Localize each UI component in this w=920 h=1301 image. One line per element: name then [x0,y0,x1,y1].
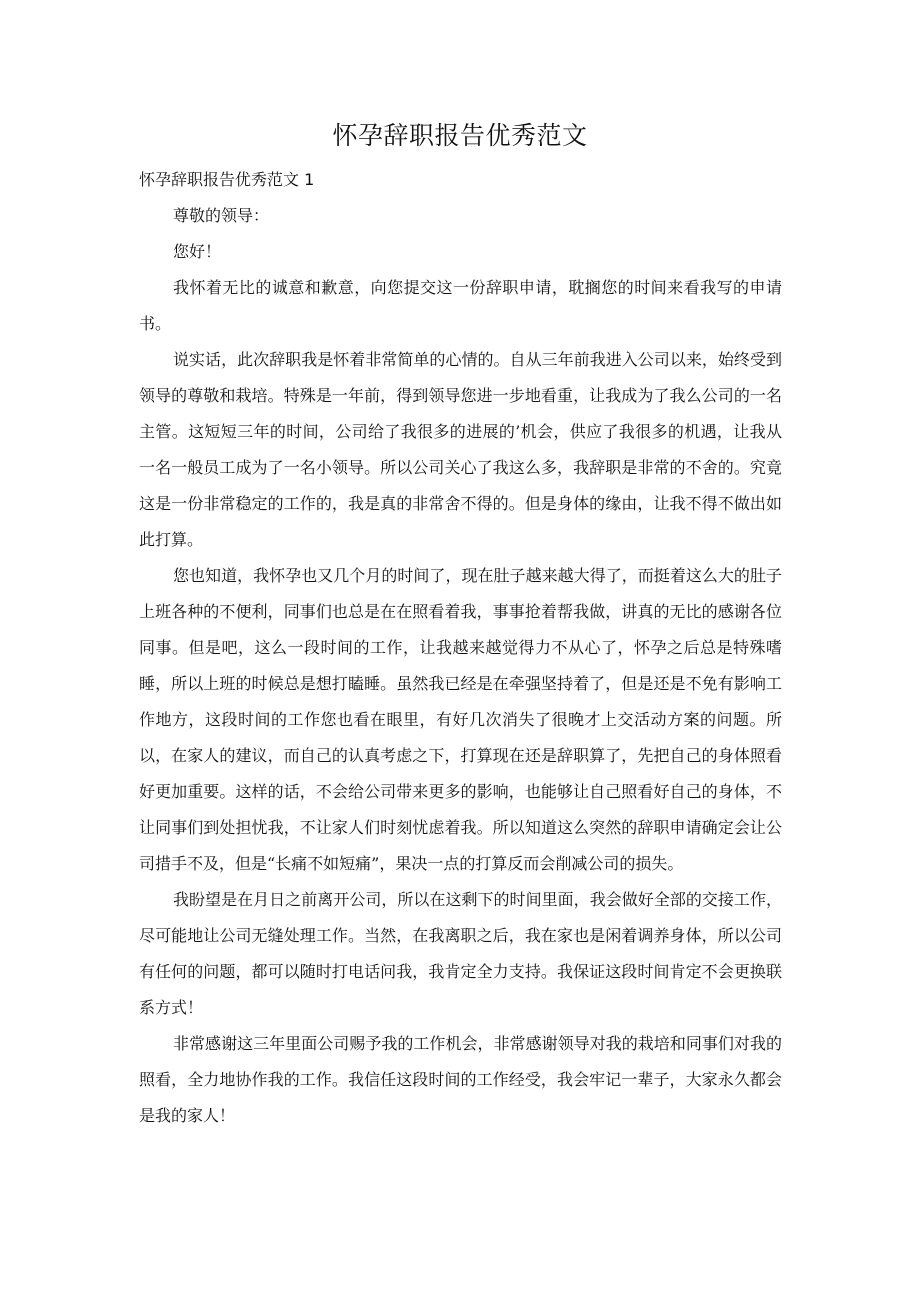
paragraph: 我盼望是在月日之前离开公司，所以在这剩下的时间里面，我会做好全部的交接工作，尽可能地让公司无缝处理工作。当然，在我离职之后，我在家也是闲着调养身体，所以公司有任何的问题，都可以随时打电话问我，我肯定全力支持。我保证这段时间肯定不会更换联系方式！ [139,890,782,1017]
paragraph: 说实话，此次辞职我是怀着非常简单的心情的。自从三年前我进入公司以来，始终受到领导的尊敬和栽培。特殊是一年前，得到领导您进一步地看重，让我成为了我么公司的一名主管。这短短三年的时间，公司给了我很多的进展的’机会，供应了我很多的机遇，让我从一名一般员工成为了一名小领导。所以公司关心了我这么多，我辞职是非常的不舍的。究竟这是一份非常稳定的工作的，我是真的非常舍不得的。但是身体的缘由，让我不得不做出如此打算。 [139,350,782,549]
salutation: 您好！ [173,242,222,261]
document-subtitle: 怀孕辞职报告优秀范文 1 [139,170,315,189]
paragraph: 您也知道，我怀孕也又几个月的时间了，现在肚子越来越大得了，而挺着这么大的肚子上班各种的不便利，同事们也总是在在照看着我，事事抢着帮我做，讲真的无比的感谢各位同事。但是吧，这么一段时间的工作，让我越来越觉得力不从心了，怀孕之后总是特殊嗜睡，所以上班的时候总是想打瞌睡。虽然我已经是在牵强坚持着了，但是还是不免有影响工作地方，这段时间的工作您也看在眼里，有好几次消失了很晚才上交活动方案的问题。所以，在家人的建议，而自己的认真考虑之下，打算现在还是辞职算了，先把自己的身体照看好更加重要。这样的话，不会给公司带来更多的影响，也能够让自己照看好自己的身体，不让同事们到处担忧我，不让家人们时刻忧虑着我。所以知道这么突然的辞职申请确定会让公司措手不及，但是“长痛不如短痛”，果决一点的打算反而会削减公司的损失。 [139,566,782,873]
document-title: 怀孕辞职报告优秀范文 [332,121,588,150]
document-body [139,162,782,1134]
paragraph: 非常感谢这三年里面公司赐予我的工作机会，非常感谢领导对我的栽培和同事们对我的照看，全力地协作我的工作。我信任这段时间的工作经受，我会牢记一辈子，大家永久都会是我的家人！ [139,1034,782,1125]
paragraph: 我怀着无比的诚意和歉意，向您提交这一份辞职申请，耽搁您的时间来看我写的申请书。 [139,278,782,333]
greeting: 尊敬的领导： [173,206,270,225]
